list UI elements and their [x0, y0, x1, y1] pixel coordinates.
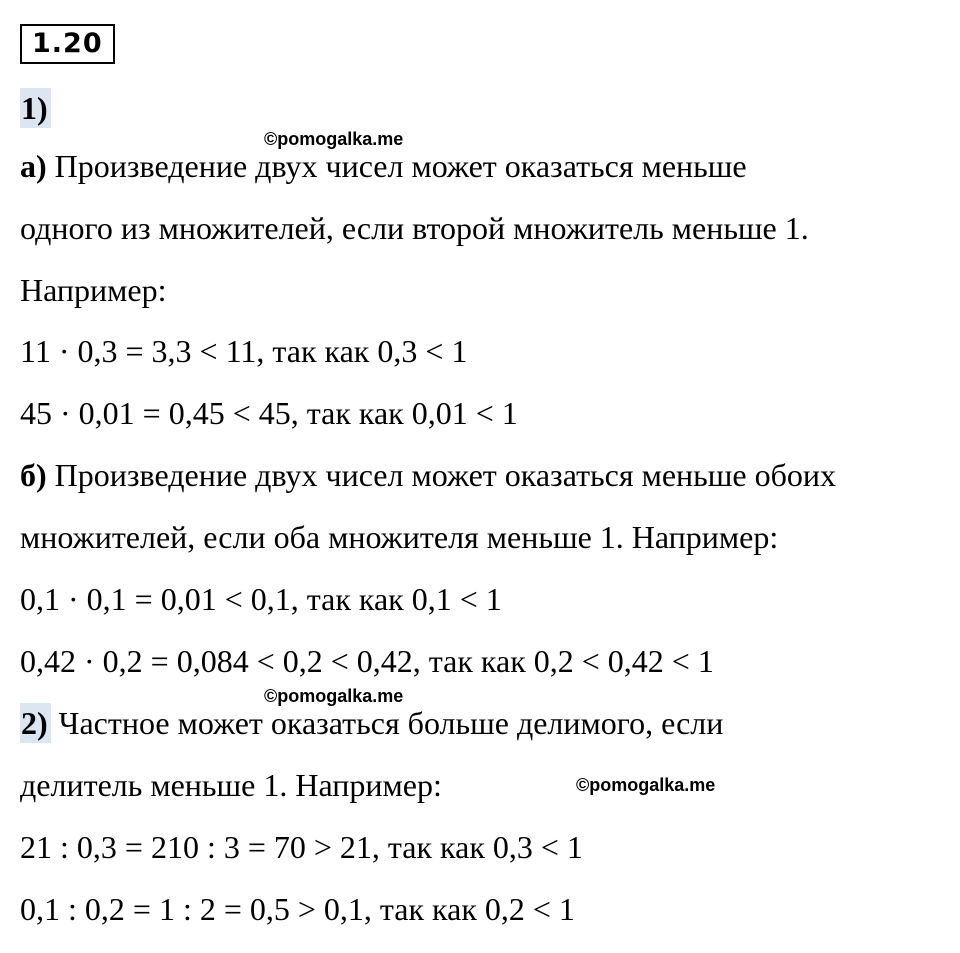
- part-1b-line-2: множителей, если оба множителя меньше 1. Например:: [20, 519, 779, 555]
- part-1a-example-1: 11 · 0,3 = 3,3 < 11, так как 0,3 < 1: [20, 333, 468, 369]
- part-2-example-2: 0,1 : 0,2 = 1 : 2 = 0,5 > 0,1, так как 0,2 < 1: [20, 891, 575, 927]
- watermark-1: ©pomogalka.me: [264, 129, 404, 149]
- part-1a-example-2: 45 · 0,01 = 0,45 < 45, так как 0,01 < 1: [20, 395, 518, 431]
- watermark-2: ©pomogalka.me: [264, 686, 404, 706]
- part-2-label: 2): [20, 703, 51, 743]
- part-1b-example-2: 0,42 · 0,2 = 0,084 < 0,2 < 0,42, так как 0,2 < 0,42 < 1: [20, 643, 714, 679]
- problem-number-box: 1.20: [20, 24, 115, 64]
- part-1b-line-1: [20, 455, 836, 495]
- part-1-label: 1): [20, 88, 51, 128]
- part-1a-line-1: [20, 146, 747, 186]
- part-1b-label: б): [20, 457, 47, 493]
- part-1a-label: а): [20, 148, 47, 184]
- part-1a-text-1: Произведение двух чисел может оказаться меньше: [46, 148, 747, 184]
- part-2-line-1: [20, 703, 723, 743]
- part-1b-text-1: Произведение двух чисел может оказаться меньше обоих: [46, 457, 836, 493]
- part-1a-line-2: одного из множителей, если второй множитель меньше 1.: [20, 210, 809, 246]
- part-2-example-1: 21 : 0,3 = 210 : 3 = 70 > 21, так как 0,3 < 1: [20, 829, 583, 865]
- part-1b-example-1: 0,1 · 0,1 = 0,01 < 0,1, так как 0,1 < 1: [20, 581, 502, 617]
- part-2-text-1: Частное может оказаться больше делимого, если: [50, 705, 724, 741]
- watermark-3: ©pomogalka.me: [576, 775, 716, 795]
- part-2-line-2: делитель меньше 1. Например:: [20, 767, 442, 803]
- part-1a-line-3: Например:: [20, 272, 167, 308]
